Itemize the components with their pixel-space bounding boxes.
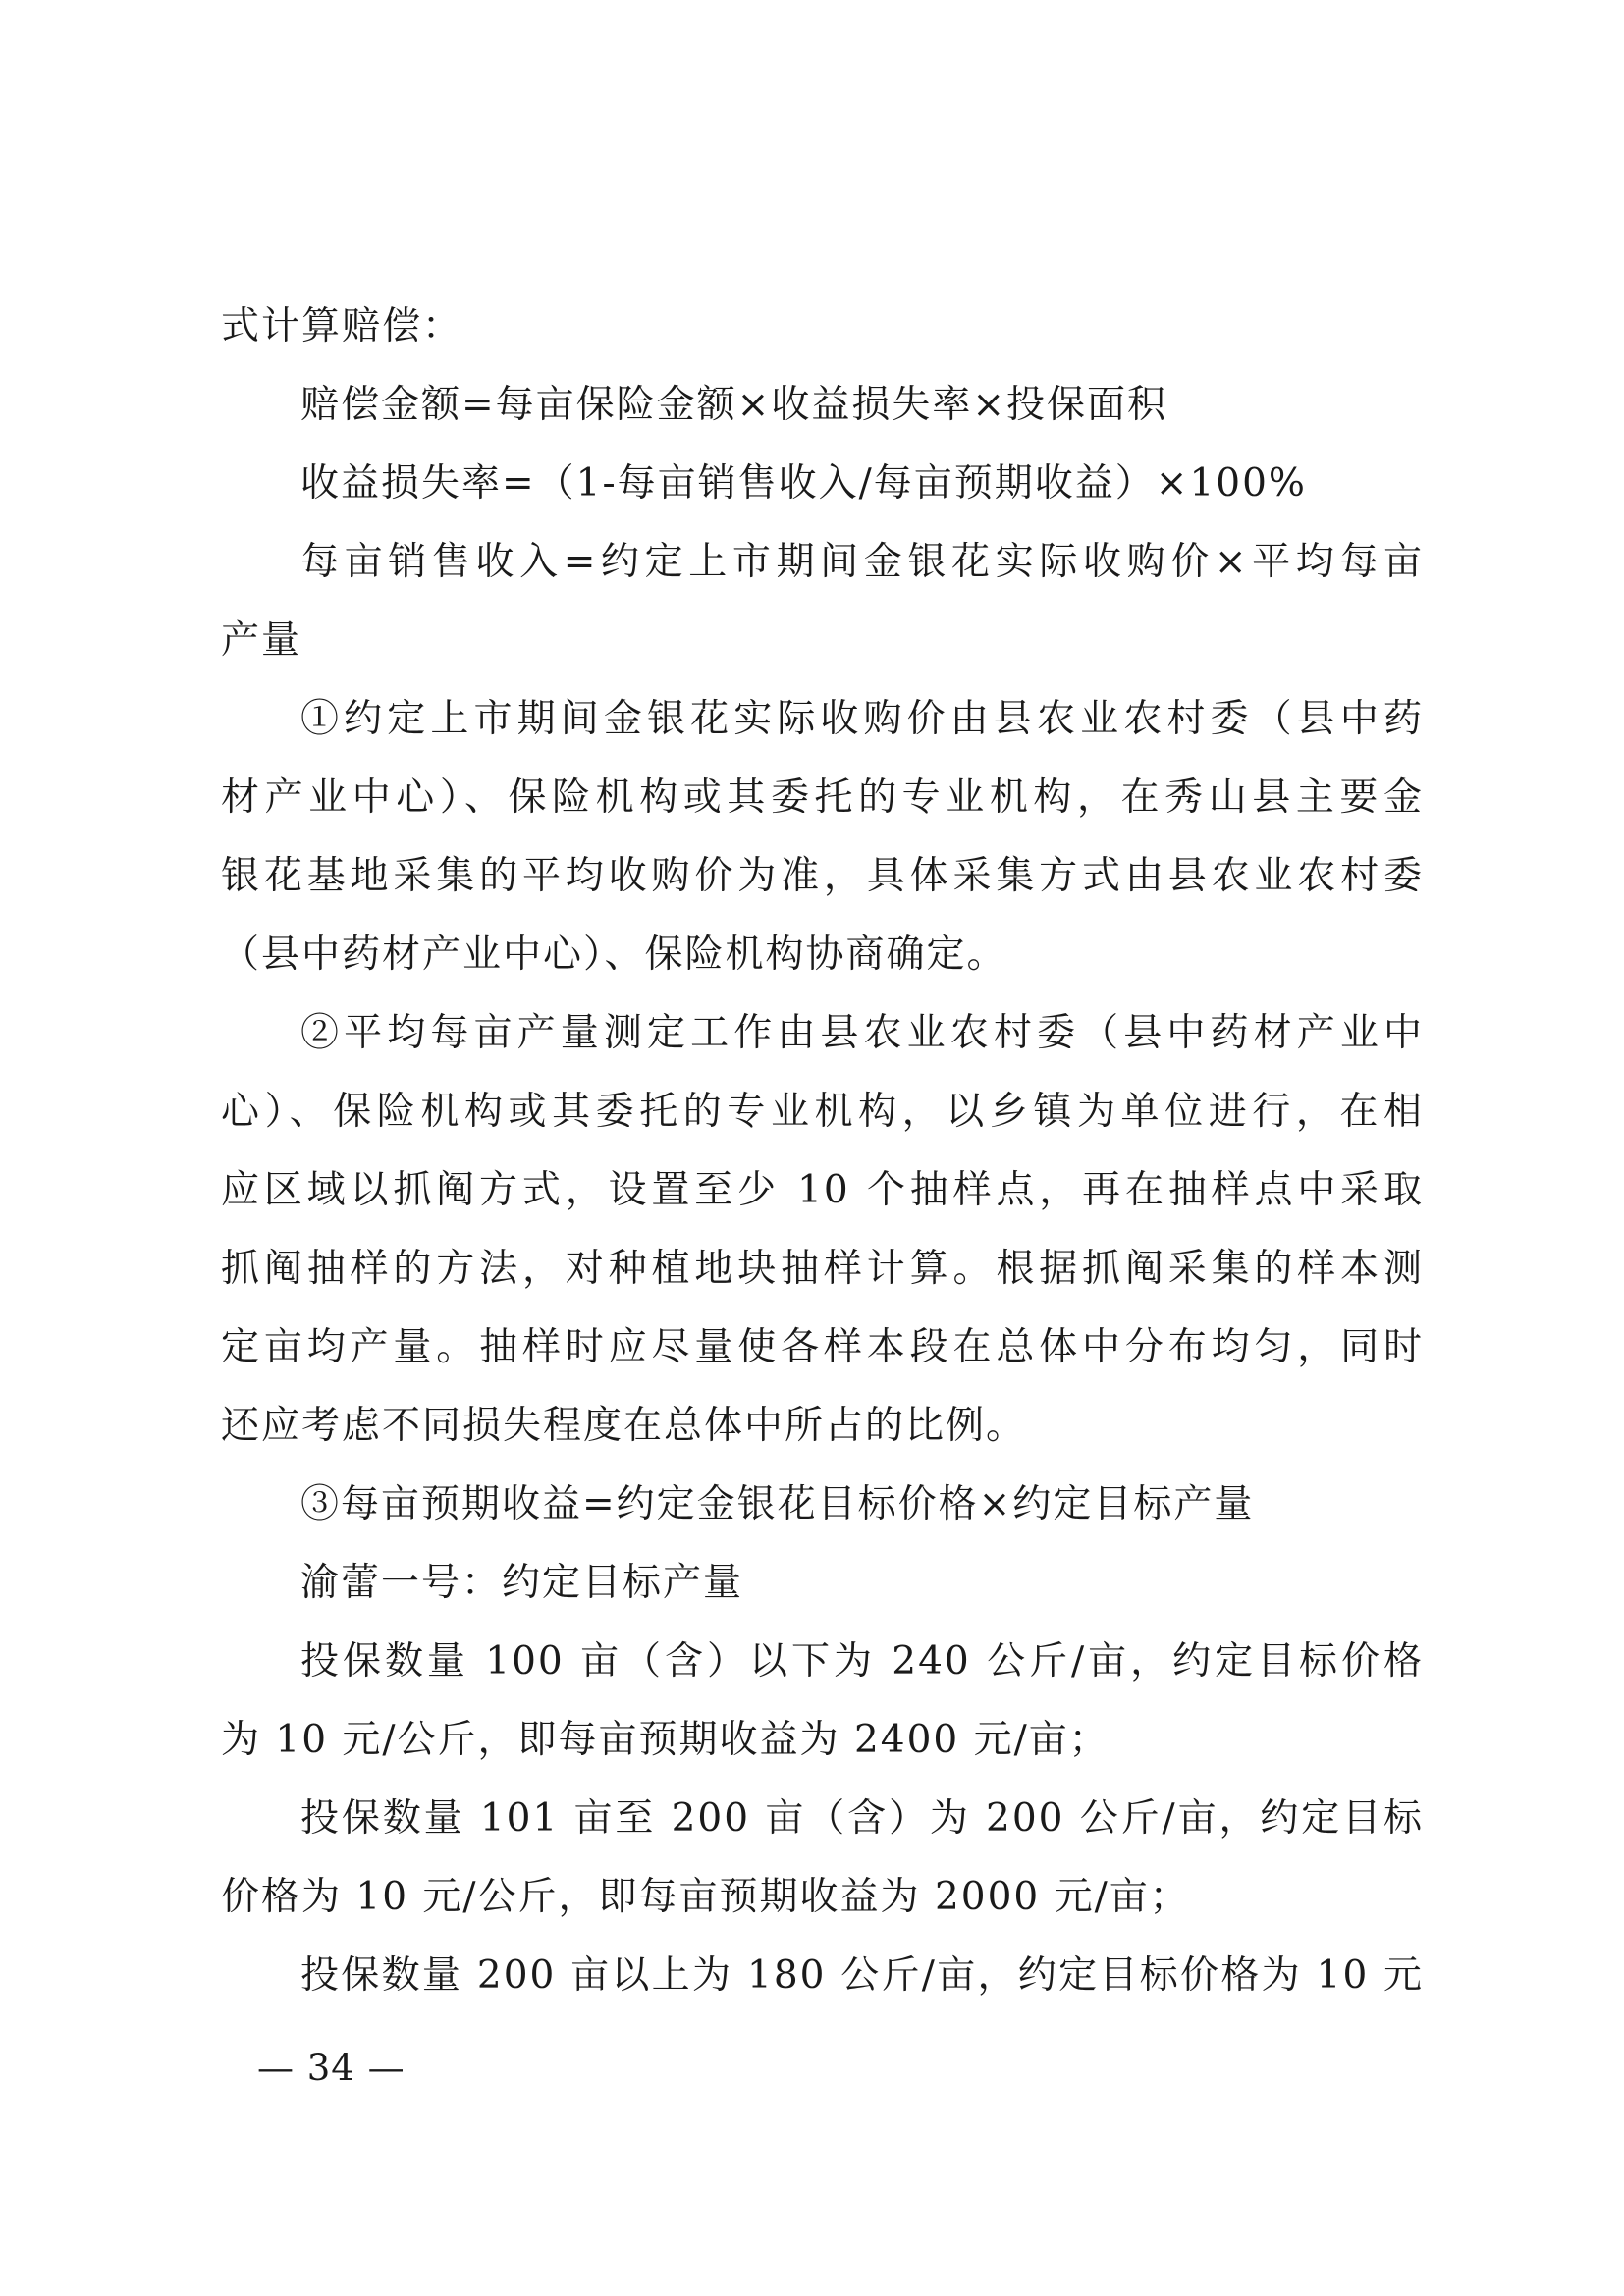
text-line-19: 为 10 元/公斤，即每亩预期收益为 2400 元/亩；: [221, 1718, 1110, 1762]
text-line-12: 应区域以抓阄方式，设置至少 10 个抽样点，再在抽样点中采取: [221, 1168, 1424, 1212]
text-line-17: 渝蕾一号：约定目标产量: [300, 1561, 744, 1605]
text-line-9: （县中药材产业中心）、保险机构协商确定。: [221, 933, 1007, 977]
text-line-6: ①约定上市期间金银花实际收购价由县农业农村委（县中药: [300, 697, 1424, 741]
text-line-16: ③每亩预期收益=约定金银花目标价格×约定目标产量: [300, 1482, 1255, 1526]
text-line-18: 投保数量 100 亩（含）以下为 240 公斤/亩，约定目标价格: [300, 1639, 1424, 1683]
text-line-20: 投保数量 101 亩至 200 亩（含）为 200 公斤/亩，约定目标: [300, 1796, 1424, 1841]
text-line-8: 银花基地采集的平均收购价为准，具体采集方式由县农业农村委: [221, 854, 1424, 898]
text-line-14: 定亩均产量。抽样时应尽量使各样本段在总体中分布均匀，同时: [221, 1325, 1424, 1369]
page-number: — 34 —: [257, 2047, 406, 2089]
text-line-5: 产量: [221, 618, 302, 663]
text-line-11: 心）、保险机构或其委托的专业机构，以乡镇为单位进行，在相: [221, 1090, 1424, 1134]
text-line-15: 还应考虑不同损失程度在总体中所占的比例。: [221, 1404, 1027, 1448]
text-line-13: 抓阄抽样的方法，对种植地块抽样计算。根据抓阄采集的样本测: [221, 1247, 1424, 1291]
text-line-1: 式计算赔偿：: [221, 304, 463, 348]
text-line-3: 收益损失率=（1-每亩销售收入/每亩预期收益）×100%: [300, 461, 1307, 506]
text-line-4: 每亩销售收入=约定上市期间金银花实际收购价×平均每亩: [300, 540, 1424, 584]
text-line-21: 价格为 10 元/公斤，即每亩预期收益为 2000 元/亩；: [221, 1875, 1190, 1919]
text-line-10: ②平均每亩产量测定工作由县农业农村委（县中药材产业中: [300, 1011, 1424, 1055]
text-line-7: 材产业中心）、保险机构或其委托的专业机构，在秀山县主要金: [221, 775, 1424, 820]
text-line-2: 赔偿金额=每亩保险金额×收益损失率×投保面积: [300, 383, 1168, 427]
text-line-22: 投保数量 200 亩以上为 180 公斤/亩，约定目标价格为 10 元: [300, 1953, 1424, 1998]
